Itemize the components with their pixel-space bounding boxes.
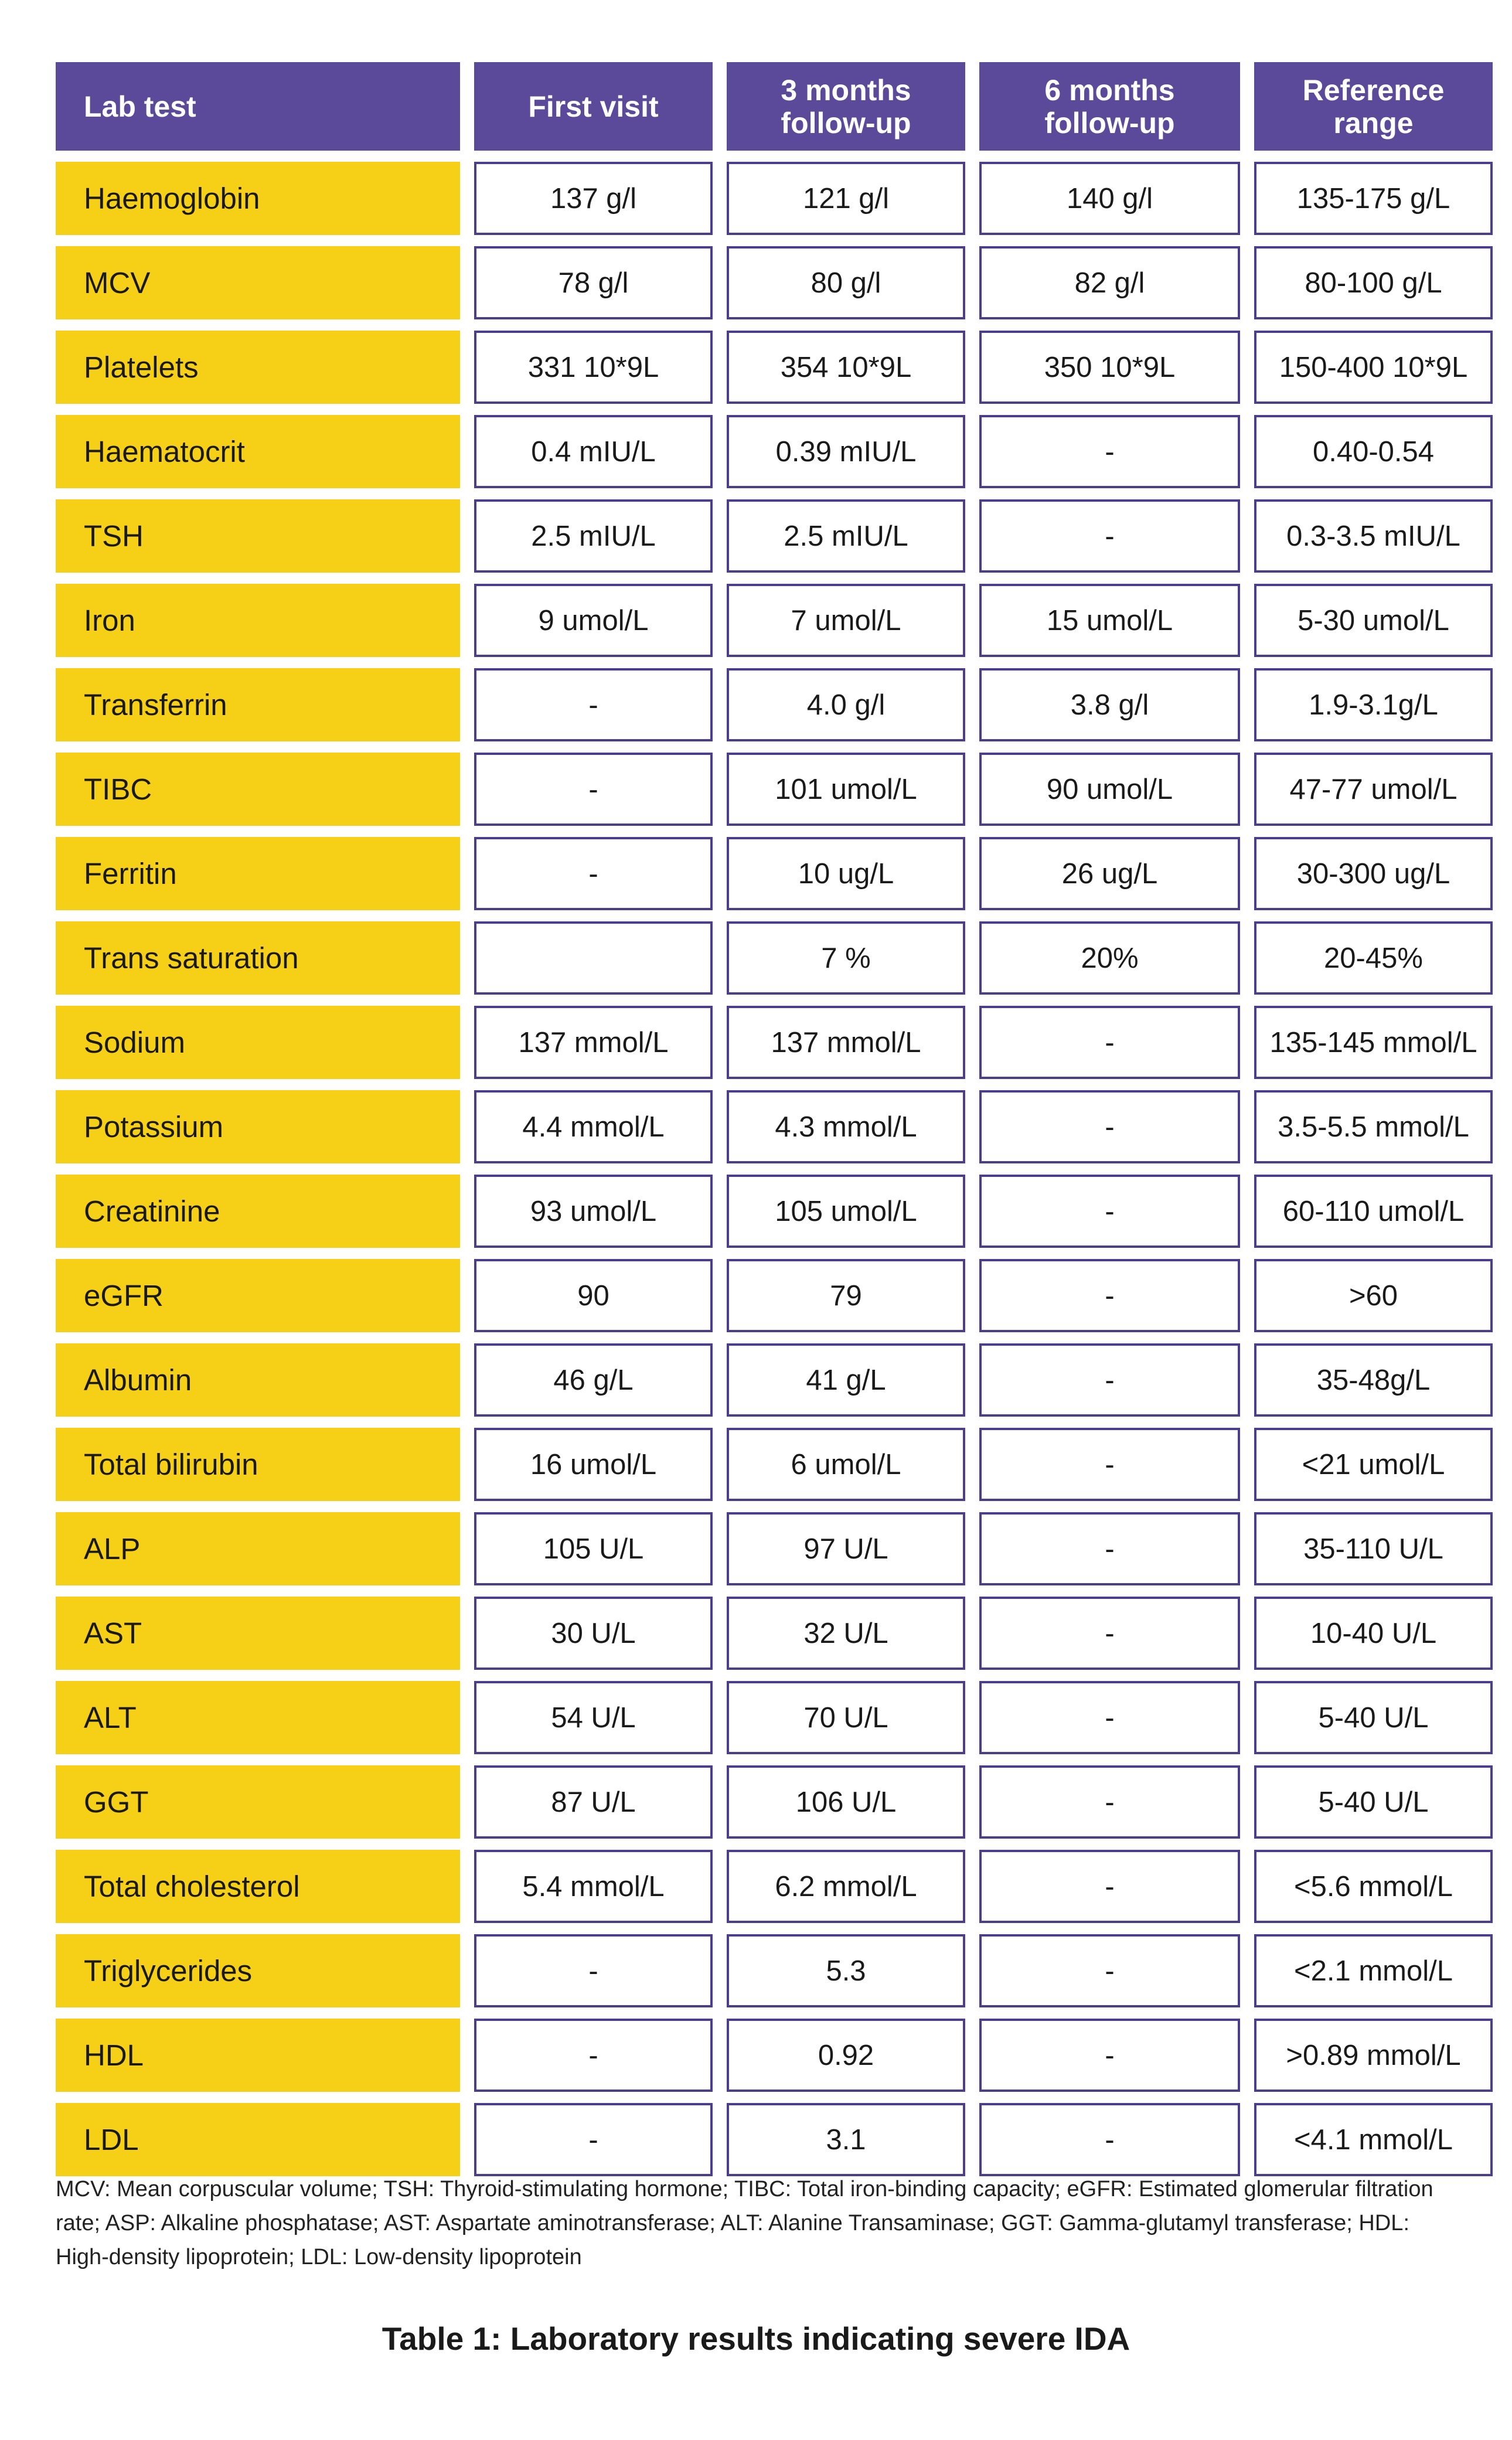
- table-cell: 26 ug/L: [979, 837, 1240, 910]
- table-cell: -: [474, 753, 713, 826]
- table-footnote: MCV: Mean corpuscular volume; TSH: Thyroid-stimulating hormone; TIBC: Total iron-binding capacity; eGFR: Estimated glomerular filtration rate; ASP: Alkaline phosphatase; AST: Aspartate aminotransferase; ALT: Alanine Transaminase; GGT: Gamma-glutamyl transferase; HDL: High-density lipoprotein; LDL: Low-density lipoprotein: [56, 2177, 1433, 2269]
- table-cell: 46 g/L: [474, 1343, 713, 1417]
- table-cell: -: [474, 668, 713, 741]
- table-cell: 82 g/l: [979, 246, 1240, 319]
- row-label: Potassium: [56, 1090, 460, 1163]
- row-label: Iron: [56, 584, 460, 657]
- header-lab-test: Lab test: [56, 62, 460, 151]
- table-cell: 137 mmol/L: [727, 1006, 965, 1079]
- table-cell: 35-110 U/L: [1254, 1512, 1493, 1585]
- table-cell: -: [979, 1006, 1240, 1079]
- table-cell: 97 U/L: [727, 1512, 965, 1585]
- table-cell: 7 %: [727, 921, 965, 995]
- row-label: MCV: [56, 246, 460, 319]
- row-label: Sodium: [56, 1006, 460, 1079]
- table-cell: 6.2 mmol/L: [727, 1850, 965, 1923]
- table-cell: 4.3 mmol/L: [727, 1090, 965, 1163]
- row-label: ALT: [56, 1681, 460, 1754]
- header-first-visit: First visit: [474, 62, 713, 151]
- table-cell: 90 umol/L: [979, 753, 1240, 826]
- table-cell: -: [979, 1259, 1240, 1332]
- table-cell: <21 umol/L: [1254, 1428, 1493, 1501]
- table-cell: 106 U/L: [727, 1765, 965, 1839]
- table-cell: 54 U/L: [474, 1681, 713, 1754]
- table-cell: 3.5-5.5 mmol/L: [1254, 1090, 1493, 1163]
- table-cell: 105 umol/L: [727, 1175, 965, 1248]
- table-cell: 80 g/l: [727, 246, 965, 319]
- table-cell: <4.1 mmol/L: [1254, 2103, 1493, 2176]
- table-cell: >0.89 mmol/L: [1254, 2019, 1493, 2092]
- row-label: ALP: [56, 1512, 460, 1585]
- table-cell: 15 umol/L: [979, 584, 1240, 657]
- row-label: eGFR: [56, 1259, 460, 1332]
- table-cell: -: [979, 1681, 1240, 1754]
- table-cell: 9 umol/L: [474, 584, 713, 657]
- table-cell: 5-40 U/L: [1254, 1765, 1493, 1839]
- table-cell: 4.0 g/l: [727, 668, 965, 741]
- row-label: AST: [56, 1597, 460, 1670]
- table-caption: Table 1: Laboratory results indicating severe IDA: [382, 2320, 1130, 2357]
- table-cell: 20-45%: [1254, 921, 1493, 995]
- table-cell: -: [979, 1850, 1240, 1923]
- table-cell: -: [979, 1512, 1240, 1585]
- row-label: GGT: [56, 1765, 460, 1839]
- row-label: Total cholesterol: [56, 1850, 460, 1923]
- table-cell: 105 U/L: [474, 1512, 713, 1585]
- table-cell: -: [474, 1934, 713, 2007]
- row-label: Triglycerides: [56, 1934, 460, 2007]
- row-label: Haematocrit: [56, 415, 460, 488]
- row-label: Platelets: [56, 331, 460, 404]
- table-cell: 10 ug/L: [727, 837, 965, 910]
- table-cell: 135-145 mmol/L: [1254, 1006, 1493, 1079]
- table-cell: 41 g/L: [727, 1343, 965, 1417]
- table-cell: 0.40-0.54: [1254, 415, 1493, 488]
- table-cell: -: [979, 2103, 1240, 2176]
- table-cell: 7 umol/L: [727, 584, 965, 657]
- table-cell: -: [979, 1428, 1240, 1501]
- table-cell: 78 g/l: [474, 246, 713, 319]
- table-cell: 6 umol/L: [727, 1428, 965, 1501]
- table-cell: 137 g/l: [474, 162, 713, 235]
- row-label: LDL: [56, 2103, 460, 2176]
- table-cell: 79: [727, 1259, 965, 1332]
- table-cell: 121 g/l: [727, 162, 965, 235]
- table-cell: 87 U/L: [474, 1765, 713, 1839]
- header-6-months: 6 months follow-up: [979, 62, 1240, 151]
- table-cell: >60: [1254, 1259, 1493, 1332]
- row-label: HDL: [56, 2019, 460, 2092]
- table-cell: 70 U/L: [727, 1681, 965, 1754]
- table-cell: -: [979, 1765, 1240, 1839]
- row-label: Transferrin: [56, 668, 460, 741]
- row-label: Trans saturation: [56, 921, 460, 995]
- table-cell: 331 10*9L: [474, 331, 713, 404]
- table-cell: -: [979, 499, 1240, 573]
- row-label: Creatinine: [56, 1175, 460, 1248]
- table-cell: 20%: [979, 921, 1240, 995]
- table-cell: 135-175 g/L: [1254, 162, 1493, 235]
- table-cell: -: [979, 1934, 1240, 2007]
- table-cell: 32 U/L: [727, 1597, 965, 1670]
- lab-results-table: [56, 62, 1477, 2176]
- table-cell: 2.5 mIU/L: [727, 499, 965, 573]
- table-cell: 0.92: [727, 2019, 965, 2092]
- table-cell: 0.4 mIU/L: [474, 415, 713, 488]
- table-cell: 35-48g/L: [1254, 1343, 1493, 1417]
- table-cell: 1.9-3.1g/L: [1254, 668, 1493, 741]
- table-cell: -: [474, 2103, 713, 2176]
- table-cell: 5.3: [727, 1934, 965, 2007]
- row-label: Total bilirubin: [56, 1428, 460, 1501]
- row-label: TIBC: [56, 753, 460, 826]
- table-cell: 5-30 umol/L: [1254, 584, 1493, 657]
- table-cell: 3.1: [727, 2103, 965, 2176]
- table-cell: -: [979, 1597, 1240, 1670]
- table-cell: 60-110 umol/L: [1254, 1175, 1493, 1248]
- table-cell: 5.4 mmol/L: [474, 1850, 713, 1923]
- row-label: Ferritin: [56, 837, 460, 910]
- table-cell: 30 U/L: [474, 1597, 713, 1670]
- table-cell: -: [979, 1343, 1240, 1417]
- header-reference-range: Reference range: [1254, 62, 1493, 151]
- table-cell: -: [979, 1090, 1240, 1163]
- table-cell: 16 umol/L: [474, 1428, 713, 1501]
- table-cell: 350 10*9L: [979, 331, 1240, 404]
- table-cell: -: [474, 2019, 713, 2092]
- table-cell: 80-100 g/L: [1254, 246, 1493, 319]
- table-cell: 2.5 mIU/L: [474, 499, 713, 573]
- table-cell: 47-77 umol/L: [1254, 753, 1493, 826]
- table-cell: 150-400 10*9L: [1254, 331, 1493, 404]
- table-cell: 10-40 U/L: [1254, 1597, 1493, 1670]
- table-cell: 3.8 g/l: [979, 668, 1240, 741]
- table-cell: -: [979, 2019, 1240, 2092]
- row-label: Albumin: [56, 1343, 460, 1417]
- table-cell: 137 mmol/L: [474, 1006, 713, 1079]
- table-cell: 4.4 mmol/L: [474, 1090, 713, 1163]
- header-3-months: 3 months follow-up: [727, 62, 965, 151]
- table-cell: 101 umol/L: [727, 753, 965, 826]
- table-cell: 0.3-3.5 mIU/L: [1254, 499, 1493, 573]
- table-cell: 90: [474, 1259, 713, 1332]
- table-cell: -: [979, 1175, 1240, 1248]
- table-cell: [474, 921, 713, 995]
- table-cell: <5.6 mmol/L: [1254, 1850, 1493, 1923]
- row-label: TSH: [56, 499, 460, 573]
- table-cell: 0.39 mIU/L: [727, 415, 965, 488]
- row-label: Haemoglobin: [56, 162, 460, 235]
- table-cell: 30-300 ug/L: [1254, 837, 1493, 910]
- table-cell: <2.1 mmol/L: [1254, 1934, 1493, 2007]
- table-cell: -: [474, 837, 713, 910]
- table-cell: 140 g/l: [979, 162, 1240, 235]
- table-cell: -: [979, 415, 1240, 488]
- table-cell: 5-40 U/L: [1254, 1681, 1493, 1754]
- table-cell: 354 10*9L: [727, 331, 965, 404]
- table-cell: 93 umol/L: [474, 1175, 713, 1248]
